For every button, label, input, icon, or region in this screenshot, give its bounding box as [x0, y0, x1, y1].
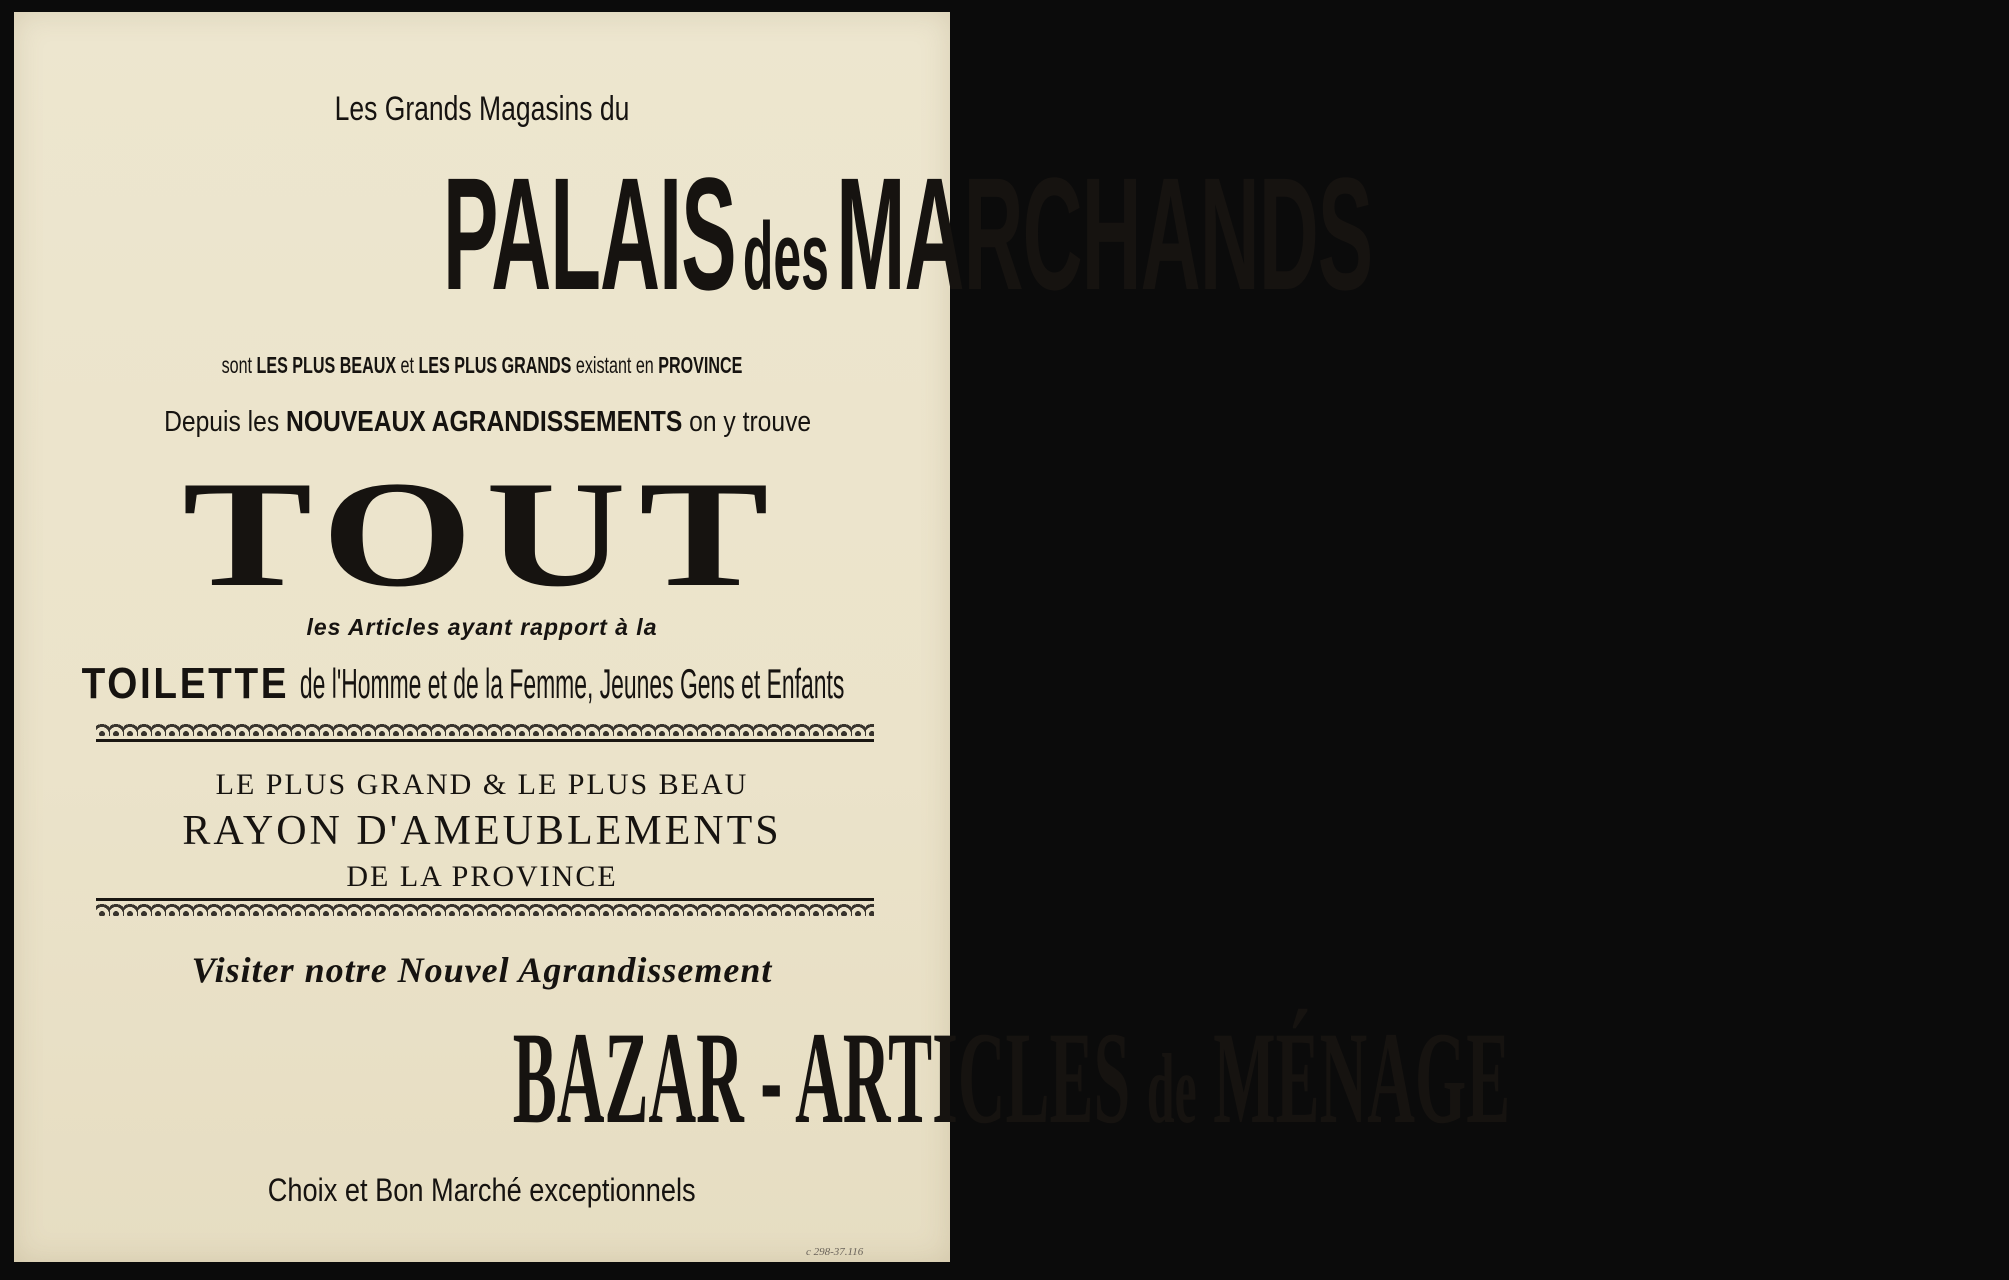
ornamental-border-top: [96, 724, 874, 746]
header-line: [14, 92, 950, 126]
header-text: Les Grands Magasins du: [334, 90, 630, 128]
archive-mark: c 298-37.116: [806, 1246, 864, 1258]
expansion-line: [14, 408, 956, 437]
tout-headline: [14, 450, 950, 618]
tout-text: TOUT: [182, 450, 782, 618]
choix-text: Choix et Bon Marché exceptionnels: [268, 1172, 696, 1208]
bazar-menage: MÉNAGE: [1213, 1004, 1511, 1151]
visit-text: Visiter notre Nouvel Agrandissement: [191, 950, 773, 990]
claim-et: et: [400, 352, 414, 378]
choix-line: [14, 1174, 950, 1206]
toilette-word: TOILETTE: [81, 659, 289, 708]
store-name: [14, 144, 1373, 324]
claim-plus-beaux: LES PLUS BEAUX: [256, 352, 397, 378]
poster-sheet: [14, 12, 1511, 1262]
claim-plus-grands: LES PLUS GRANDS: [418, 352, 572, 378]
furniture-line-1: [14, 770, 950, 800]
toilette-line: [14, 659, 950, 708]
furniture-line-3: [14, 862, 950, 892]
store-name-palais: PALAIS: [442, 144, 736, 323]
store-name-des: des: [742, 203, 829, 310]
articles-line: [14, 616, 950, 639]
claim-existant: existant en: [575, 352, 654, 378]
claim-province: PROVINCE: [658, 352, 743, 378]
bazar-de: de: [1146, 1033, 1197, 1144]
toilette-rest: de l'Homme et de la Femme, Jeunes Gens et Enfants: [299, 660, 844, 707]
furniture-line-2: [14, 810, 950, 852]
furniture-text-2: RAYON D'AMEUBLEMENTS: [182, 808, 782, 854]
expansion-depuis: Depuis les: [164, 406, 280, 438]
articles-text: les Articles ayant rapport à la: [306, 614, 658, 640]
bazar-headline: [14, 1004, 1511, 1162]
store-name-marchands: MARCHANDS: [836, 144, 1373, 323]
visit-line: [14, 952, 950, 988]
expansion-trouve: on y trouve: [689, 406, 812, 438]
expansion-nouveaux: NOUVEAUX AGRANDISSEMENTS: [286, 406, 683, 438]
claim-line: [14, 354, 950, 377]
claim-sont: sont: [221, 352, 253, 378]
bazar-articles: BAZAR - ARTICLES: [512, 1004, 1131, 1151]
ornamental-border-bottom: [96, 898, 874, 920]
furniture-text-1: LE PLUS GRAND & LE PLUS BEAU: [215, 768, 749, 801]
furniture-text-3: DE LA PROVINCE: [346, 860, 618, 893]
